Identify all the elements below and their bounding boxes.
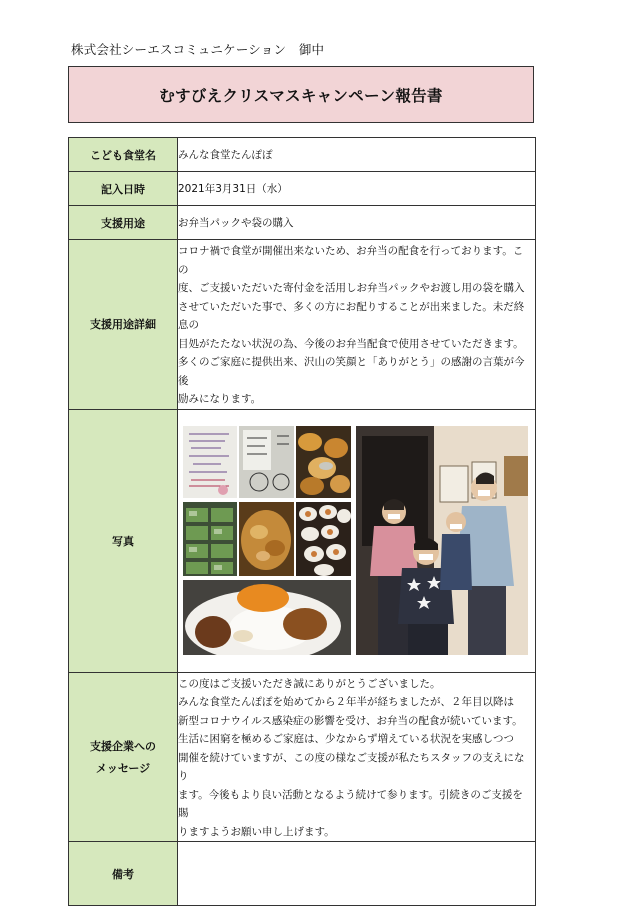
row-purpose	[69, 206, 536, 240]
detail-line: 多くのご家庭に提供出来、沢山の笑顔と「ありがとう」の感謝の言葉が今後	[178, 356, 525, 387]
detail-line: 目処がたたない状況の為、今後のお弁当配食で使用させていただきます。	[178, 337, 524, 350]
label-entry-date: 記入日時	[69, 172, 178, 206]
photo-collage	[178, 410, 535, 672]
report-table	[68, 137, 536, 906]
cooked-dish-drawing	[239, 502, 294, 576]
value-message	[178, 672, 536, 842]
distribution-drawing	[356, 426, 528, 655]
label-message	[69, 672, 178, 842]
message-line: 開催を続けていますが、この度の様なご支援が私たちスタッフの支えになり	[178, 751, 525, 782]
message-line: ます。今後もより良い活動となるよう続けて参ります。引続きのご支援を賜	[178, 788, 523, 819]
message-line: 新型コロナウイルス感染症の影響を受け、お弁当の配食が続いています。	[178, 714, 523, 727]
row-entry-date	[69, 172, 536, 206]
photo-cooked-dish	[239, 502, 294, 576]
value-remarks	[178, 842, 536, 906]
label-purpose-detail: 支援用途詳細	[69, 240, 178, 410]
photo-bento-bags	[183, 502, 237, 576]
label-remarks: 備考	[69, 842, 178, 906]
bento-bags-drawing	[183, 502, 237, 576]
report-title: むすびえクリスマスキャンペーン報告書	[68, 66, 534, 123]
row-message	[69, 672, 536, 842]
detail-line: コロナ禍で食堂が開催出来ないため、お弁当の配食を行っております。この	[178, 245, 524, 276]
photo-menu-card	[239, 426, 294, 498]
label-cafeteria-name: こども食堂名	[69, 138, 178, 172]
photo-bento-trays	[296, 502, 351, 576]
photo-distribution	[356, 426, 528, 655]
label-message-line2: メッセージ	[95, 761, 151, 775]
label-photos: 写真	[69, 409, 178, 672]
bento-trays-drawing	[296, 502, 351, 576]
row-purpose-detail	[69, 240, 536, 410]
message-line: 生活に困窮を極めるご家庭は、少なからず増えている状況を実感しつつ	[178, 733, 514, 745]
message-line: りますようお願い申し上げます。	[178, 825, 335, 838]
label-message-line1: 支援企業への	[90, 739, 156, 753]
fried-food-drawing	[296, 426, 351, 498]
detail-line: 度、ご支援いただいた寄付金を活用しお弁当パックやお渡し用の袋を購入	[178, 282, 525, 294]
value-purpose-detail	[178, 240, 536, 410]
value-cafeteria-name: みんな食堂たんぽぽ	[178, 138, 536, 172]
value-entry-date: 2021年3月31日（水）	[178, 172, 536, 206]
rice-bowl-drawing	[183, 580, 351, 655]
menu-note-drawing	[183, 426, 237, 498]
detail-line: 励みになります。	[178, 393, 262, 405]
photo-fried-food	[296, 426, 351, 498]
detail-line: させていただいた事で、多くの方にお配りすることが出来ました。未だ終息の	[178, 300, 525, 331]
photo-menu-note	[183, 426, 237, 498]
photos-cell	[178, 409, 536, 672]
menu-card-drawing	[239, 426, 294, 498]
row-remarks	[69, 842, 536, 906]
value-purpose: お弁当パックや袋の購入	[178, 206, 536, 240]
row-photos	[69, 409, 536, 672]
addressee: 株式会社シーエスコミュニケーション 御中	[71, 42, 325, 57]
photo-rice-bowl	[183, 580, 351, 655]
message-line: みんな食堂たんぽぽを始めてから２年半が経ちましたが、２年目以降は	[178, 696, 514, 708]
row-cafeteria-name	[69, 138, 536, 172]
label-purpose: 支援用途	[69, 206, 178, 240]
message-line: この度はご支援いただき誠にありがとうございました。	[178, 677, 441, 690]
